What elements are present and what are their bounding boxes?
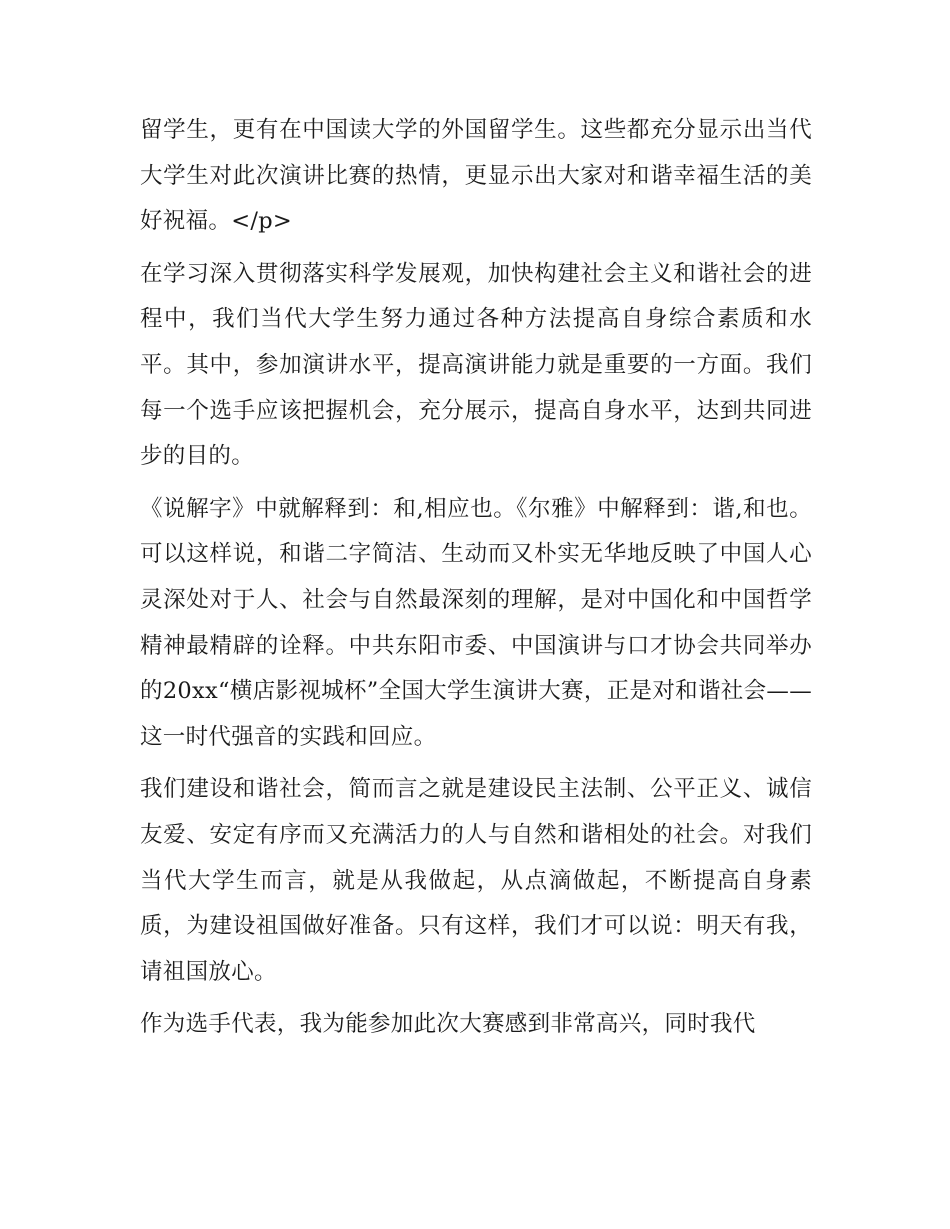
paragraph-5: 作为选手代表，我为能参加此次大赛感到非常高兴，同时我代	[140, 1011, 756, 1038]
paragraph-4: 我们建设和谐社会，简而言之就是建设民主法制、公平正义、诚信友爱、安定有序而又充满活力的人与自然和谐相处的社会。对我们当代大学生而言，就是从我做起，从点滴做起，不断提高自身素质，为建设祖国做好准备。只有这样，我们才可以说：明天有我，请祖国放心。	[140, 776, 812, 985]
paragraph-1: 留学生，更有在中国读大学的外国留学生。这些都充分显示出当代大学生对此次演讲比赛的热情，更显示出大家对和谐幸福生活的美好祝福。</p>	[140, 117, 812, 235]
paragraph-2: 在学习深入贯彻落实科学发展观，加快构建社会主义和谐社会的进程中，我们当代大学生努力通过各种方法提高自身综合素质和水平。其中，参加演讲水平，提高演讲能力就是重要的一方面。我们每一个选手应该把握机会，充分展示，提高自身水平，达到共同进步的目的。	[140, 260, 812, 470]
paragraph-3: 《说解字》中就解释到：和,相应也。《尔雅》中解释到：谐,和也。可以这样说，和谐二字简洁、生动而又朴实无华地反映了中国人心灵深处对于人、社会与自然最深刻的理解，是对中国化和中国哲学精神最精辟的诠释。中共东阳市委、中国演讲与口才协会共同举办的20xx“横店影视城杯”全国大学生演讲大赛，正是对和谐社会——这一时代强音的实践和回应。	[140, 495, 812, 750]
document-body	[140, 108, 812, 1048]
